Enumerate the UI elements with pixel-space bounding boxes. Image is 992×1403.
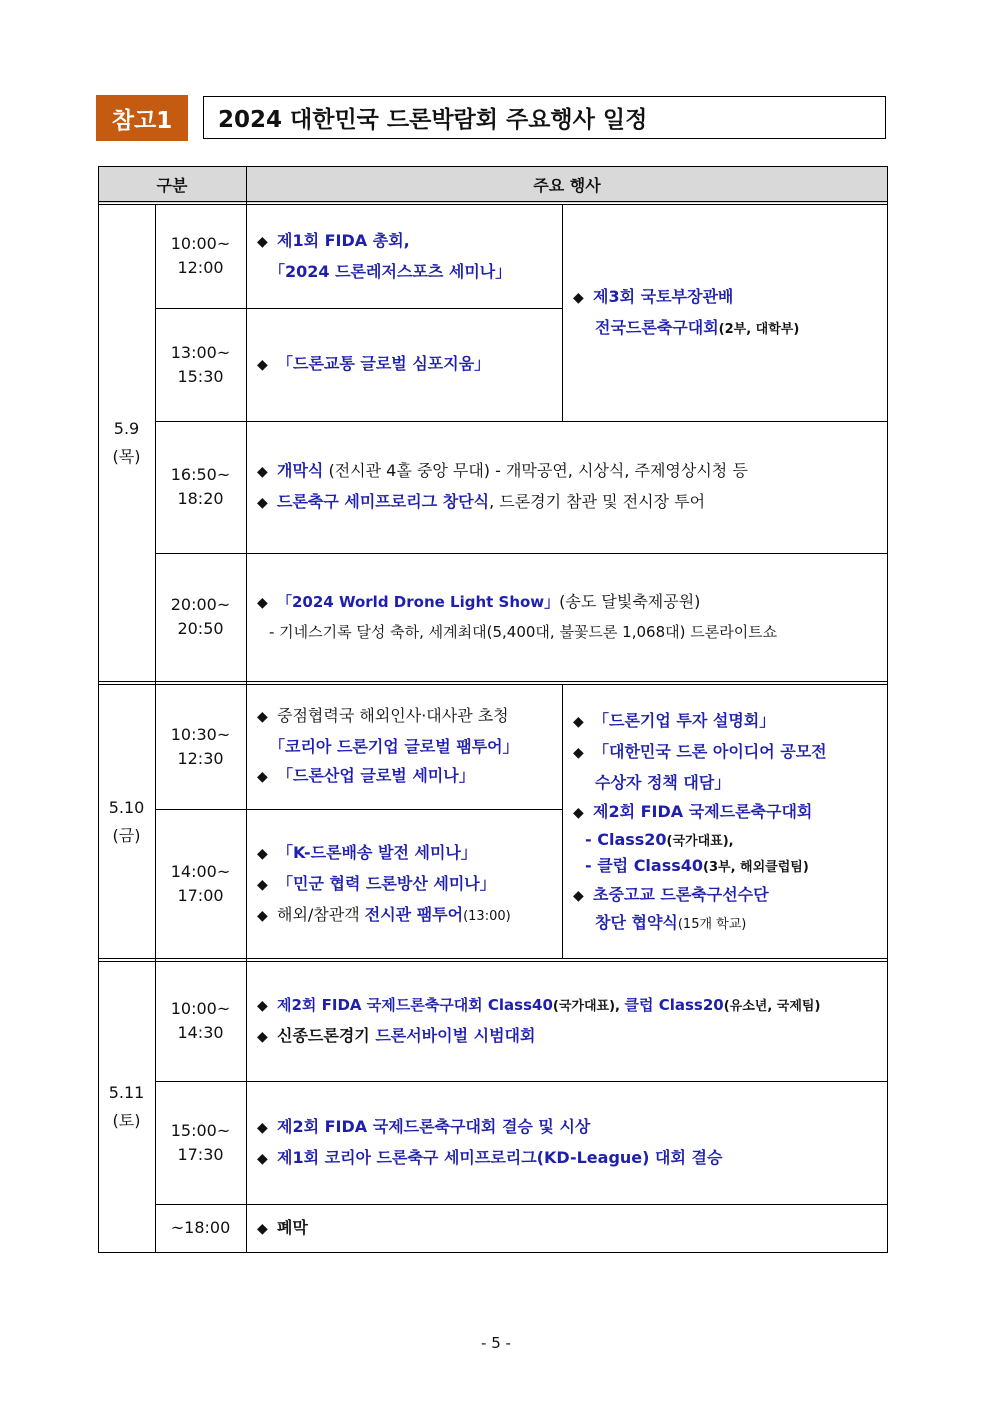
time-cell: 10:30~ 12:30	[170, 724, 231, 768]
diamond-bullet-icon: ◆	[257, 1150, 268, 1167]
diamond-bullet-icon: ◆	[257, 907, 268, 924]
diamond-bullet-icon: ◆	[257, 464, 268, 480]
event-cell: ◆ 제2회 FIDA 국제드론축구대회 결승 및 시상 ◆ 제1회 코리아 드론축구 세미프로리그(KD-League) 대회 결승	[247, 1081, 887, 1204]
diamond-bullet-icon: ◆	[573, 745, 584, 761]
schedule-table	[98, 166, 888, 1253]
time-cell: 10:00~ 14:30	[170, 999, 231, 1042]
time-cell: 14:00~ 17:00	[170, 862, 231, 905]
event-cell: ◆ 「K-드론배송 발전 세미나」 ◆ 「민군 협력 드론방산 세미나」 ◆ 해외/참관객 전시관 팸투어(13:00)	[247, 809, 562, 959]
reference-badge: 참고1	[96, 95, 188, 141]
diamond-bullet-icon: ◆	[257, 357, 268, 373]
time-cell: 16:50~ 18:20	[170, 465, 231, 508]
diamond-bullet-icon: ◆	[257, 709, 268, 725]
time-cell: 10:00~ 12:00	[170, 234, 231, 277]
diamond-bullet-icon: ◆	[257, 997, 268, 1014]
time-cell: ~18:00	[170, 1218, 231, 1237]
page-number: - 5 -	[481, 1334, 511, 1352]
event-cell-side: ◆ 제3회 국토부장관배 전국드론축구대회(2부, 대학부)	[563, 204, 887, 421]
diamond-bullet-icon: ◆	[257, 876, 268, 893]
diamond-bullet-icon: ◆	[573, 805, 584, 821]
page-title: 2024 대한민국 드론박람회 주요행사 일정	[203, 96, 886, 139]
date-cell-may9: 5.9 (목)	[112, 419, 141, 466]
diamond-bullet-icon: ◆	[573, 714, 584, 730]
event-cell: ◆ 폐막	[247, 1204, 887, 1252]
diamond-bullet-icon: ◆	[257, 1028, 268, 1045]
event-cell: ◆ 제1회 FIDA 총회, 「2024 드론레저스포츠 세미나」	[247, 204, 562, 308]
time-cell: 15:00~ 17:30	[170, 1120, 231, 1164]
diamond-bullet-icon: ◆	[257, 845, 268, 862]
event-cell: ◆ 개막식 (전시관 4홀 중앙 무대) - 개막공연, 시상식, 주제영상시청 등 ◆ 드론축구 세미프로리그 창단식, 드론경기 참관 및 전시장 투어	[247, 421, 887, 553]
date-cell-may10: 5.10 (금)	[108, 797, 145, 845]
date-cell-may11: 5.11 (토)	[108, 1083, 145, 1130]
header-category: 구분	[98, 166, 246, 203]
diamond-bullet-icon: ◆	[257, 234, 268, 250]
time-cell: 20:00~ 20:50	[170, 595, 231, 638]
time-cell: 13:00~ 15:30	[170, 342, 231, 386]
diamond-bullet-icon: ◆	[257, 769, 268, 785]
diamond-bullet-icon: ◆	[573, 888, 584, 904]
diamond-bullet-icon: ◆	[257, 1119, 268, 1136]
event-cell: ◆ 중점협력국 해외인사·대사관 초청 「코리아 드론기업 글로벌 팸투어」 ◆ 「드론산업 글로벌 세미나」	[247, 684, 562, 809]
diamond-bullet-icon: ◆	[257, 595, 268, 611]
event-cell-side: ◆ 「드론기업 투자 설명회」 ◆ 「대한민국 드론 아이디어 공모전 수상자 정책 대담」 ◆ 제2회 FIDA 국제드론축구대회 - Class20(국가대표), - 클럽 Class40(3부, 해외클럽팀) ◆ 초중고교 드론축구선수단 창단 협약식(15개 학교)	[563, 684, 887, 959]
event-cell: ◆ 「드론교통 글로벌 심포지움」	[247, 308, 562, 421]
header-main-events: 주요 행사	[246, 166, 888, 203]
event-cell: ◆ 제2회 FIDA 국제드론축구대회 Class40(국가대표), 클럽 Class20(유소년, 국제팀) ◆ 신종드론경기 드론서바이벌 시범대회	[247, 961, 887, 1081]
diamond-bullet-icon: ◆	[257, 495, 268, 511]
event-cell: ◆ 「2024 World Drone Light Show」(송도 달빛축제공원) - 기네스기록 달성 축하, 세계최대(5,400대, 불꽃드론 1,068대) 드론라이트쇼	[247, 553, 887, 681]
diamond-bullet-icon: ◆	[257, 1220, 268, 1237]
diamond-bullet-icon: ◆	[573, 289, 584, 306]
